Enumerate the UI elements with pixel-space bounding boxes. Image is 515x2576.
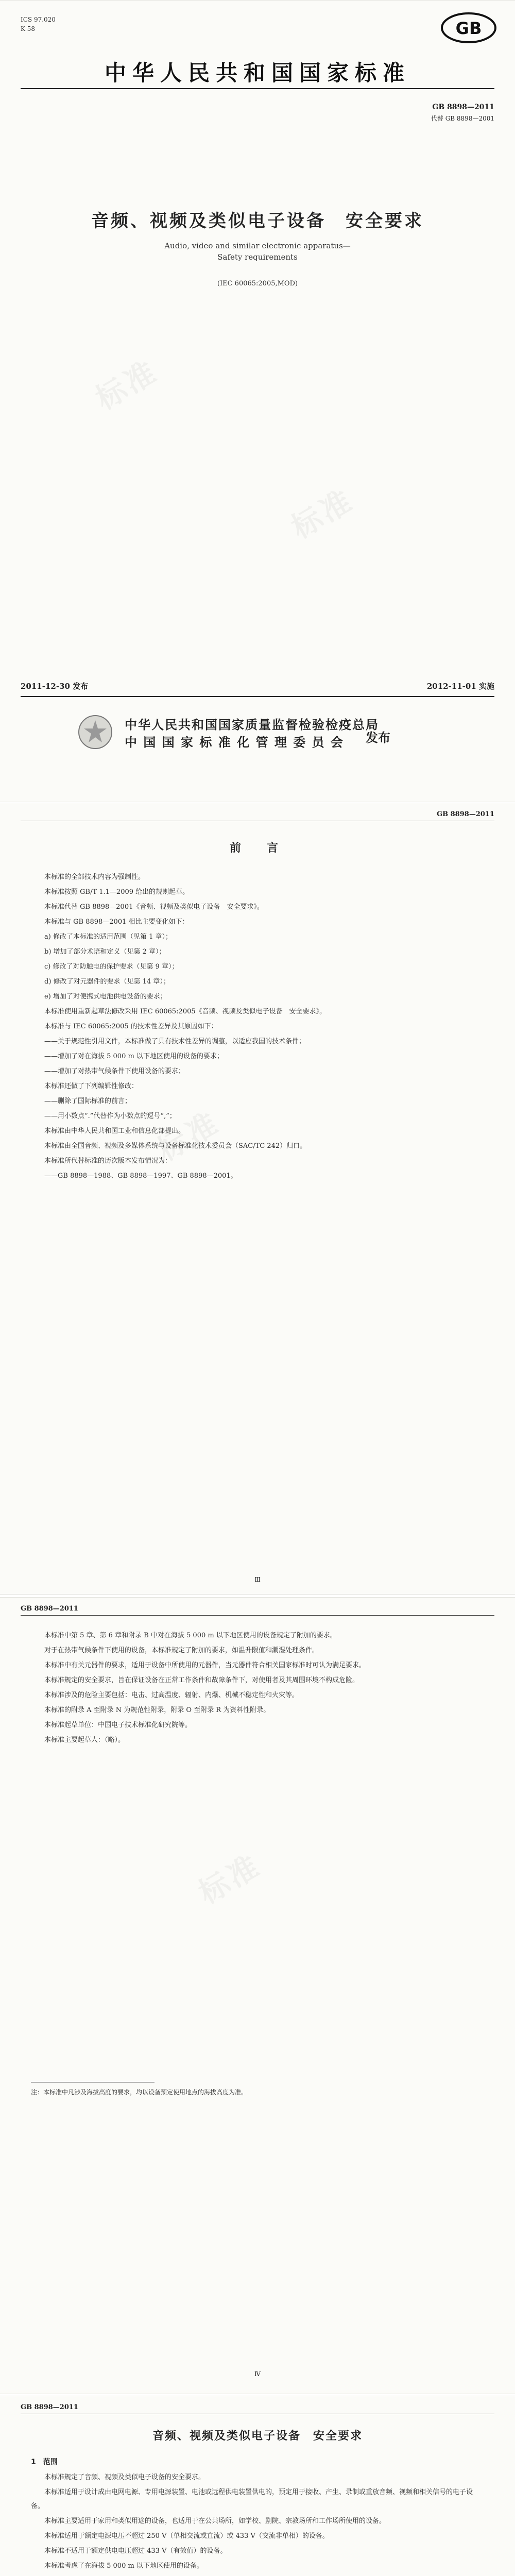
watermark: 标准 — [285, 482, 360, 546]
paragraph: 本标准中有关元器件的要求，适用于设备中所使用的元器件，当元器件符合相关国家标准时可认为满足要求。 — [44, 1662, 366, 1669]
list-item: ——关于规范性引用文件，本标准做了具有技术性差异的调整，以适应我国的技术条件； — [44, 1038, 306, 1045]
foreword-page — [0, 803, 515, 1595]
list-item: a) 修改了本标准的适用范围（见第 1 章）； — [44, 933, 172, 941]
issuer-line: 中 国 国 家 标 准 化 管 理 委 员 会 — [125, 735, 344, 750]
paragraph: 本标准不适用于额定供电电压超过 433 V（有效值）的设备。 — [44, 2547, 227, 2555]
standard-number-block — [431, 101, 494, 124]
replaces-note: 代替 GB 8898—2001 — [431, 115, 494, 122]
paragraph: 对于在热带气候条件下使用的设备，本标准规定了附加的要求，如温升限值和潮湿处理条件。 — [44, 1647, 319, 1654]
list-item: b) 增加了部分术语和定义（见第 2 章）； — [44, 948, 166, 956]
header-rule — [21, 1615, 494, 1616]
foreword-continued-body — [31, 1629, 484, 1748]
paragraph: 本标准由全国音频、视频及多媒体系统与设备标准化技术委员会（SAC/TC 242）归口。 — [44, 1142, 307, 1150]
page-number: Ⅲ — [254, 1576, 261, 1583]
list-item: d) 修改了对元器件的要求（见第 14 章）； — [44, 978, 170, 986]
foreword-body — [31, 870, 484, 1184]
national-standard-title: 中华人民共和国国家标准 — [104, 60, 410, 86]
paragraph: 本标准规定的安全要求，旨在保证设备在正常工作条件和故障条件下，对使用者及其周围环境不构成危险。 — [44, 1676, 359, 1684]
list-item: ——删除了国际标准的前言； — [44, 1097, 132, 1105]
foreword-heading: 前 言 — [229, 841, 285, 855]
watermark: 标准 — [151, 1104, 226, 1168]
list-item: ——GB 8898—1988、GB 8898—1997、GB 8898—2001。 — [44, 1172, 237, 1180]
list-item: e) 增加了对便携式电池供电设备的要求； — [44, 993, 167, 1001]
list-item: c) 修改了对防触电的保护要求（见第 9 章）； — [44, 963, 179, 971]
list-item: ——用小数点“.”代替作为小数点的逗号“,”； — [44, 1112, 176, 1120]
publish-date: 2011-12-30 发布 — [21, 682, 89, 691]
paragraph: 本标准规定了音频、视频及类似电子设备的安全要求。 — [44, 2473, 205, 2481]
paragraph: 本标准适用于额定电源电压不超过 250 V（单相交流或直流）或 433 V（交流非单相）的设备。 — [44, 2532, 329, 2540]
cover-page — [0, 0, 515, 802]
en-title-line: Safety requirements — [217, 252, 298, 262]
paragraph: 本标准按照 GB/T 1.1—2009 给出的规则起草。 — [44, 888, 190, 896]
paragraph: 本标准主要起草人：（略）。 — [44, 1736, 125, 1744]
watermark: 标准 — [193, 1847, 267, 1911]
gb-logo-icon — [440, 12, 497, 44]
issuer-line: 中华人民共和国国家质量监督检验检疫总局 — [125, 717, 379, 732]
paragraph: 本标准所代替标准的历次版本发布情况为： — [44, 1157, 172, 1165]
ccs-line: K 58 — [21, 25, 36, 32]
section-one-page — [0, 2396, 515, 2576]
document-title-cn: 音频、视频及类似电子设备 安全要求 — [91, 211, 424, 231]
list-item: ——增加了对热带气候条件下使用设备的要求； — [44, 1067, 185, 1075]
divider — [21, 88, 494, 89]
page-number: Ⅳ — [254, 2370, 261, 2378]
svg-text:GB: GB — [455, 19, 482, 38]
issuer-block — [77, 714, 438, 755]
standard-number: GB 8898—2011 — [432, 103, 494, 111]
page-title: 音频、视频及类似电子设备 安全要求 — [152, 2429, 363, 2443]
issue-word: 发布 — [366, 730, 390, 745]
paragraph: 本标准代替 GB 8898—2001《音频、视频及类似电子设备 安全要求》。 — [44, 903, 264, 911]
paragraph: 本标准考虑了在海拔 5 000 m 以下地区使用的设备。 — [44, 2562, 203, 2570]
divider — [21, 696, 494, 697]
watermark: 标准 — [90, 353, 164, 417]
paragraph: 本标准适用于设计成由电网电源、专用电源装置、电池或远程供电装置供电的，预定用于接收、产生、录制或重放音频、视频和相关信号的电子设备。 — [31, 2488, 473, 2510]
foreword-continued-page — [0, 1597, 515, 2394]
document-title-en — [21, 240, 494, 263]
paragraph: 本标准涉及的危险主要包括：电击、过高温度、辐射、内爆、机械不稳定性和火灾等。 — [44, 1691, 299, 1699]
paragraph: 本标准与 GB 8898—2001 相比主要变化如下： — [44, 918, 189, 926]
implement-date: 2012-11-01 实施 — [426, 682, 494, 691]
page-header-number: GB 8898—2011 — [437, 810, 494, 818]
footnote: 注：本标准中凡涉及海拔高度的要求，均以设备预定使用地点的海拔高度为准。 — [31, 2089, 248, 2096]
list-item: ——增加了对在海拔 5 000 m 以下地区使用的设备的要求； — [44, 1053, 224, 1060]
page-header-number: GB 8898—2011 — [21, 1605, 78, 1613]
paragraph: 本标准中第 5 章、第 6 章和附录 B 中对在海拔 5 000 m 以下地区使用的设备规定了附加的要求。 — [44, 1632, 337, 1639]
paragraph: 本标准使用重新起草法修改采用 IEC 60065:2005《音频、视频及类似电子设备 安全要求》。 — [44, 1008, 327, 1015]
paragraph: 本标准主要适用于家用和类似用途的设备，也适用于在公共场所，如学校、剧院、宗教场所和工作场所使用的设备。 — [44, 2517, 386, 2525]
paragraph: 本标准与 IEC 60065:2005 的技术性差异及其原因如下： — [44, 1023, 218, 1030]
paragraph: 本标准由中华人民共和国工业和信息化部提出。 — [44, 1127, 185, 1135]
en-title-line: Audio, video and similar electronic apparatus— — [164, 241, 351, 250]
issuer-names — [125, 716, 379, 751]
paragraph: 本标准起草单位：中国电子技术标准化研究院等。 — [44, 1721, 192, 1729]
paragraph: 本标准的全部技术内容为强制性。 — [44, 873, 145, 881]
scope-section — [31, 2455, 484, 2574]
page-header-number: GB 8898—2011 — [21, 2403, 78, 2411]
scope-heading: 1 范围 — [31, 2458, 58, 2466]
equivalence-note: (IEC 60065:2005,MOD) — [217, 280, 298, 287]
national-emblem-icon — [77, 714, 113, 750]
paragraph: 本标准还做了下列编辑性修改： — [44, 1082, 139, 1090]
paragraph: 本标准的附录 A 至附录 N 为规范性附录，附录 O 至附录 R 为资料性附录。 — [44, 1706, 270, 1714]
ics-line: ICS 97.020 — [21, 16, 56, 23]
ics-code — [21, 15, 56, 33]
